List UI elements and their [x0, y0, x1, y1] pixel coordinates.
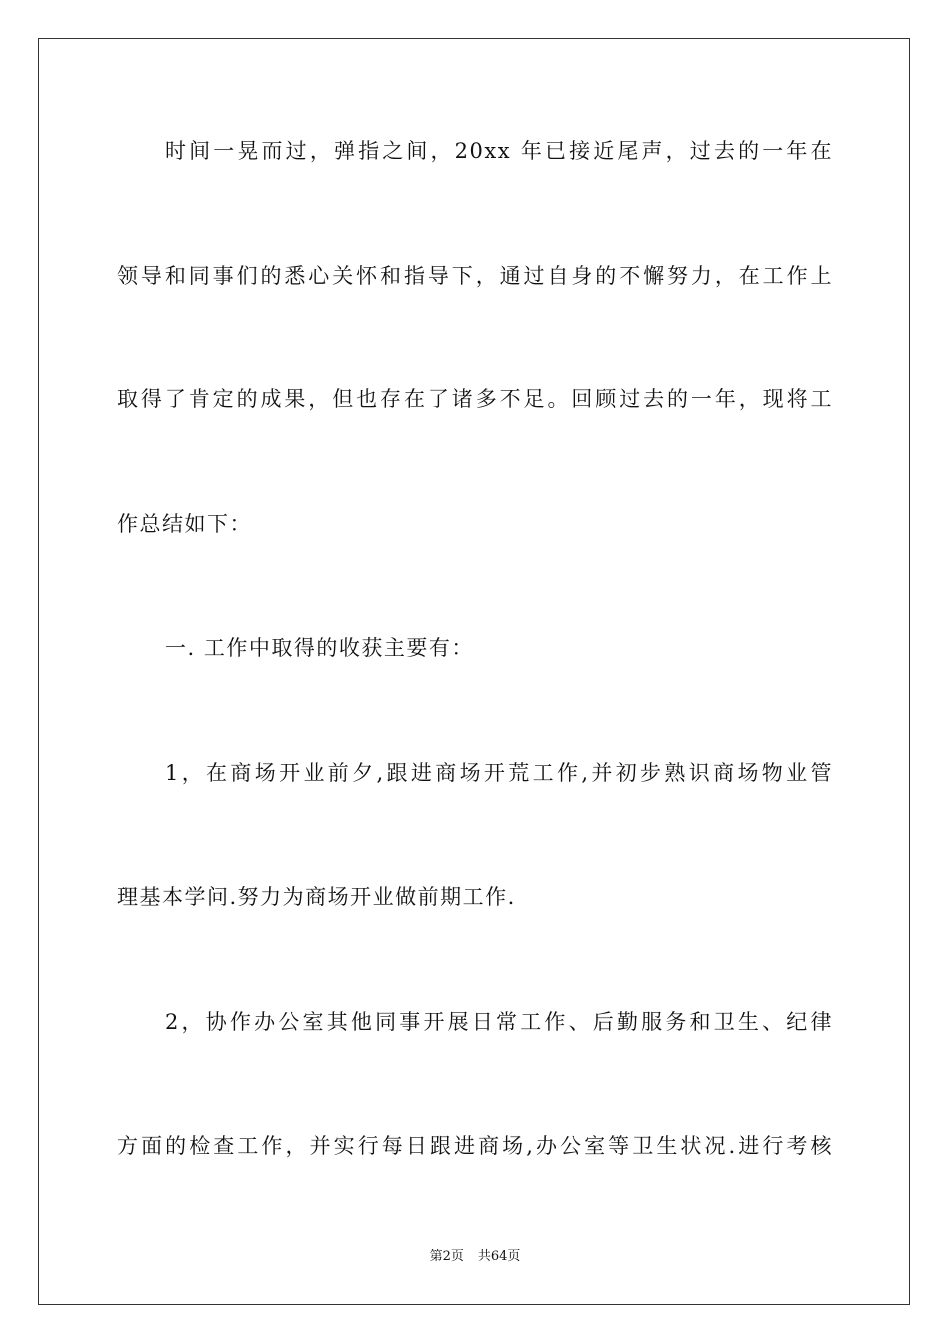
- item-1-line-1: 1，在商场开业前夕,跟进商场开荒工作,并初步熟识商场物业管: [165, 761, 833, 785]
- paragraph-1-line-4: 作总结如下：: [117, 512, 252, 536]
- page-border: [38, 38, 910, 1305]
- page-footer: [0, 1248, 950, 1266]
- page-total: 共64页: [477, 1249, 521, 1264]
- page-number: 第2页: [429, 1249, 464, 1264]
- item-1-line-2: 理基本学问.努力为商场开业做前期工作.: [117, 885, 516, 909]
- section-heading: 一. 工作中取得的收获主要有：: [165, 636, 474, 660]
- paragraph-1-line-2: 领导和同事们的悉心关怀和指导下，通过自身的不懈努力，在工作上: [117, 264, 833, 288]
- item-2-line-1: 2，协作办公室其他同事开展日常工作、后勤服务和卫生、纪律: [165, 1010, 833, 1034]
- paragraph-1-line-3: 取得了肯定的成果，但也存在了诸多不足。回顾过去的一年，现将工: [117, 387, 833, 411]
- paragraph-1-line-1: 时间一晃而过，弹指之间，20xx 年已接近尾声，过去的一年在: [165, 139, 833, 163]
- item-2-line-2: 方面的检查工作，并实行每日跟进商场,办公室等卫生状况.进行考核: [117, 1134, 833, 1158]
